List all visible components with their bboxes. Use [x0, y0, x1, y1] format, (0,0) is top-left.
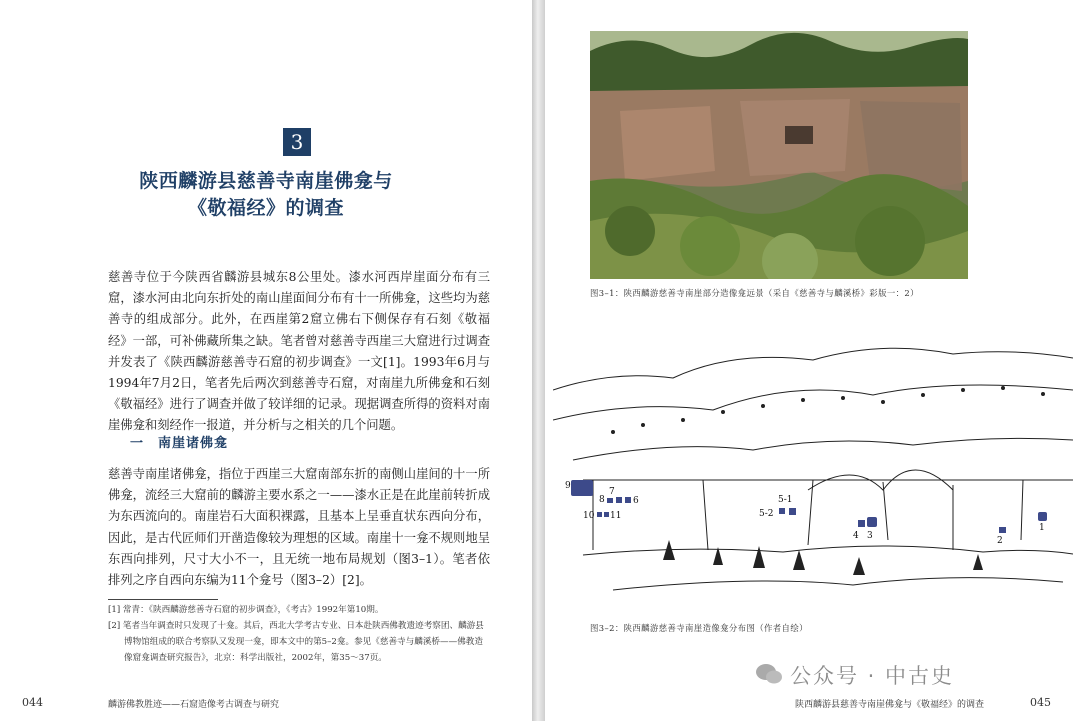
niche-label-3: 3	[867, 531, 873, 541]
footnotes	[108, 602, 490, 666]
niche-label-5-2: 5-2	[759, 509, 774, 519]
figure-caption-3-2: 图3–2：陕西麟游慈善寺南崖造像龛分布图（作者自绘）	[590, 623, 808, 633]
niche-label-9: 9	[565, 481, 571, 491]
footnote-2: [2] 笔者当年调查时只发现了十龛。其后，西北大学考古专业、日本赴陕西佛教遗迹考察团、麟游县博物馆组成的联合考察队又发现一龛，即本文中的第5–2龛。参见《慈善寺与麟溪桥——佛教造像窟龛调查研究报告》，北京：科学出版社，2002年，第35～37页。	[108, 621, 484, 663]
right-page	[545, 0, 1080, 721]
page-number-left: 044	[22, 696, 43, 709]
niche-label-10: 10	[583, 511, 595, 521]
running-head-left: 麟游佛教胜迹——石窟造像考古调查与研究	[108, 700, 280, 710]
cliff-photo	[590, 31, 968, 279]
niche-label-7: 7	[609, 487, 615, 497]
footnote-rule	[108, 599, 218, 600]
wechat-icon	[755, 662, 783, 686]
left-page	[0, 0, 532, 721]
niche-label-2: 2	[997, 536, 1003, 546]
niche-label-6: 6	[633, 496, 639, 506]
niche-distribution-drawing	[553, 340, 1073, 610]
figure-caption-3-1: 图3–1：陕西麟游慈善寺南崖部分造像龛远景（采自《慈善寺与麟溪桥》彩版一：2）	[590, 288, 919, 298]
watermark-text: 公众号 · 中古史	[790, 664, 955, 688]
niche-label-5-1: 5-1	[778, 495, 793, 505]
niche-label-4: 4	[853, 531, 859, 541]
book-gutter	[532, 0, 545, 721]
title-line-1: 陕西麟游县慈善寺南崖佛龛与	[139, 170, 393, 192]
chapter-title	[0, 168, 532, 222]
chapter-number: 3	[283, 128, 311, 156]
niche-label-1: 1	[1039, 523, 1045, 533]
paragraph-section-1: 慈善寺南崖诸佛龛，指位于西崖三大窟南部东折的南侧山崖间的十一所佛龛，流经三大窟前的麟游主要水系之一——漆水正是在此崖前转折成为东西流向的。南崖岩石大面积裸露，且基本上呈垂直状东西向分布，因此，是古代匠师们开凿造像较为理想的区域。南崖十一龛不规则地呈东西向排列，尺寸大小不一，且无统一地布局规划（图3–1）。笔者依排列之序自西向东编为11个龛号（图3–2）[2]。	[108, 467, 490, 588]
title-line-2: 《敬福经》的调查	[187, 197, 344, 219]
section-heading: 一 南崖诸佛龛	[130, 436, 229, 451]
page-number-right: 045	[1030, 696, 1051, 709]
paragraph-intro: 慈善寺位于今陕西省麟游县城东8公里处。漆水河西岸崖面分布有三窟，漆水河由北向东折处的南山崖面间分布有十一所佛龛，这些均为慈善寺的组成部分。此外，在西崖第2窟立佛右下侧保存有石刻《敬福经》一部，可补佛藏所集之缺。笔者曾对慈善寺西崖三大窟进行过调查并发表了《陕西麟游慈善寺石窟的初步调查》一文[1]。1993年6月与1994年7月2日，笔者先后两次到慈善寺石窟，对南崖九所佛龛和石刻《敬福经》进行了调查并做了较详细的记录。现据调查所得的资料对南崖佛龛和刻经作一报道，并分析与之相关的几个问题。	[108, 270, 490, 433]
footnote-1: [1] 常青：《陕西麟游慈善寺石窟的初步调查》，《考古》1992年第10期。	[108, 605, 384, 615]
niche-label-11: 11	[610, 511, 622, 521]
running-head-right: 陕西麟游县慈善寺南崖佛龛与《敬福经》的调查	[795, 700, 985, 710]
niche-label-8: 8	[599, 495, 605, 505]
